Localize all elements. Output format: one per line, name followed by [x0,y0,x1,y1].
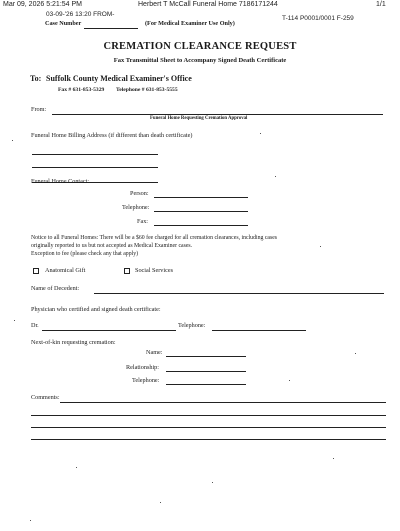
fax-speckle [333,458,334,459]
kin-relationship-line[interactable] [166,371,246,372]
fax-speckle [14,320,15,321]
from-line[interactable] [52,114,383,115]
billing-line-1[interactable] [32,154,158,155]
notice-line-1: Notice to all Funeral Homes: There will be a $60 fee charged for all cremation clearances, including cases [31,235,278,241]
to-office: Suffolk County Medical Examiner's Office [46,74,192,83]
anatomical-gift-checkbox[interactable] [33,268,39,274]
fax-speckle [275,176,276,177]
physician-telephone-label: Telephone: [178,322,206,329]
fax-speckle [30,520,31,521]
fax-speckle [76,467,77,468]
page-subtitle: Fax Transmittal Sheet to Accompany Signed Death Certificate [113,57,287,64]
contact-label: Funeral Home Contact: [31,178,90,185]
fax-page-count: 1/1 [376,1,386,8]
contact-telephone-line[interactable] [154,211,248,212]
billing-address-label: Funeral Home Billing Address (if different than death certificate) [31,132,193,139]
physician-label: Physician who certified and signed death certificate: [31,306,161,313]
social-services-label: Social Services [135,267,173,274]
to-telephone: Telephone # 631-853-5555 [116,87,178,93]
to-fax: Fax # 631-853-5329 [58,87,105,93]
fax-speckle [289,380,290,381]
fax-datetime: Mar 09, 2026 5:21:54 PM [3,1,82,8]
anatomical-gift-label: Anatomical Gift [45,267,86,274]
fax-speckle [160,502,161,503]
contact-person-label: Person: [130,190,149,197]
page-title: CREMATION CLEARANCE REQUEST [103,41,297,52]
comments-line-4[interactable] [31,439,386,440]
fax-speckle [355,353,356,354]
comments-line-2[interactable] [31,415,386,416]
contact-telephone-label: Telephone: [122,204,150,211]
fax-speckle [12,140,13,141]
kin-relationship-label: Relationship: [126,364,159,371]
fax-sender: Herbert T McCall Funeral Home 7186171244 [138,1,278,8]
notice-line-2: originally reported to us but not accepted as Medical Examiner cases. [31,243,193,249]
fax-speckle [260,133,261,134]
dr-line[interactable] [42,330,176,331]
contact-fax-line[interactable] [154,225,248,226]
notice-line-3: Exception to fee (please check any that apply) [31,251,139,257]
fax-speckle [212,482,213,483]
decedent-label: Name of Decedent: [31,285,80,292]
comments-label: Comments: [31,394,60,401]
next-of-kin-label: Next-of-kin requesting cremation: [31,339,116,346]
decedent-line[interactable] [94,293,384,294]
from-caption: Funeral Home Requesting Cremation Approval [150,116,248,121]
kin-name-line[interactable] [166,356,246,357]
case-number-note: (For Medical Examiner Use Only) [145,20,235,27]
dr-label: Dr. [31,322,39,329]
to-label: To: [30,74,42,83]
comments-line-3[interactable] [31,427,386,428]
billing-line-2[interactable] [32,167,158,168]
fax-timestamp: 03-09-'26 13:20 FROM- [46,11,115,18]
comments-line-1[interactable] [60,402,386,403]
physician-telephone-line[interactable] [212,330,306,331]
kin-telephone-line[interactable] [166,384,246,385]
fax-speckle [320,246,321,247]
social-services-checkbox[interactable] [124,268,130,274]
from-label: From: [31,106,47,113]
contact-person-line[interactable] [154,197,248,198]
fax-job-info: T-114 P0001/0001 F-259 [282,15,354,22]
case-number-line [84,28,138,29]
kin-telephone-label: Telephone: [132,377,160,384]
case-number-label: Case Number [45,20,82,27]
contact-fax-label: Fax: [137,218,149,225]
kin-name-label: Name: [146,349,163,356]
